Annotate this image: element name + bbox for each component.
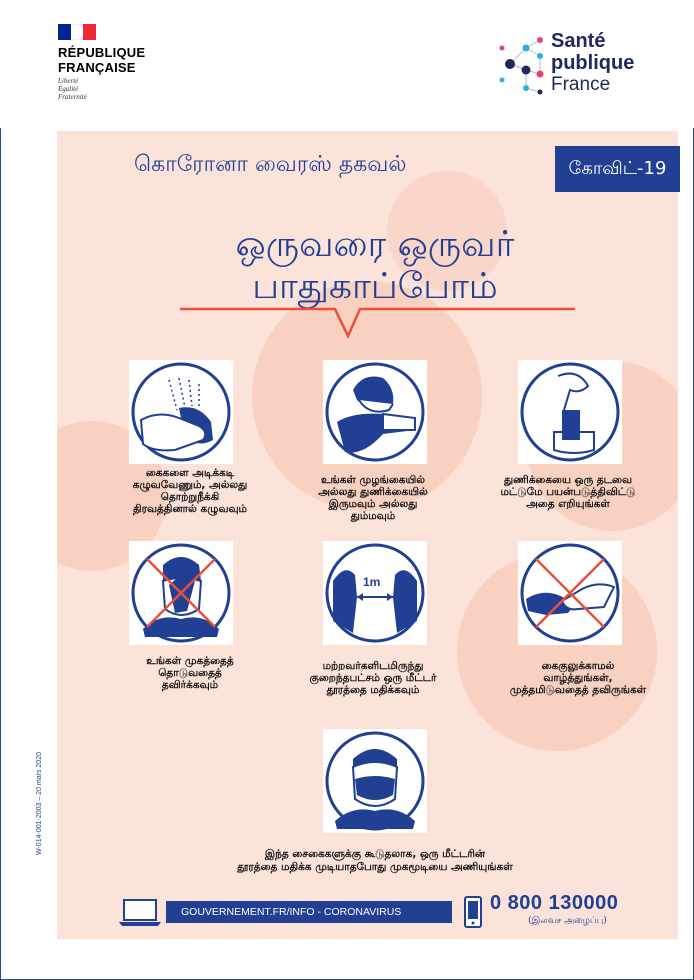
mask-caption: இந்த சைகைகளுக்கு கூடுதலாக, ஒரு மீட்டரின் தூரத்தை மதிக்க முடியாதபோது முகமூடியை அணியுங்கள் — [237, 848, 513, 873]
network-dots-icon — [496, 26, 556, 106]
website-bar[interactable]: GOUVERNEMENT.FR/INFO - CORONAVIRUS — [166, 901, 452, 923]
no-face-touching-icon — [129, 541, 233, 645]
caption-face-touching: உங்கள் முகத்தைத் தொடுவதைத் தவிர்க்கவும் — [146, 655, 234, 691]
distance-label: 1m — [363, 575, 381, 589]
agency-name-line2: publique — [551, 52, 635, 74]
main-title: ஒருவரை ஒருவர் பாதுகாப்போம் — [235, 224, 515, 307]
phone-icon — [464, 896, 482, 928]
republic-name: RÉPUBLIQUE FRANÇAISE — [58, 45, 146, 75]
caption-distance: மற்றவர்களிடமிருந்து குறைந்தபட்சம் ஒரு மீட்டர் தூரத்தை மதிக்கவும் — [309, 660, 437, 696]
caption-tissue: துணிக்கையை ஒரு தடவை மட்டுமே பயன்படுத்திவிட்டு அதை எறியுங்கள் — [500, 474, 636, 510]
info-title: கொரோனா வைரஸ் தகவல் — [134, 152, 407, 177]
distance-1m-icon — [323, 541, 427, 645]
agency-name-line3: France — [551, 74, 611, 95]
no-handshake-icon — [518, 541, 622, 645]
header — [0, 0, 694, 128]
laptop-icon — [118, 898, 162, 928]
republique-francaise-logo — [58, 24, 168, 101]
hand-washing-icon — [129, 360, 233, 464]
phone-note: (இலவச அழைப்பு) — [528, 916, 607, 926]
covid-badge: கோவிட்-19 — [555, 146, 680, 192]
agency-name-line1: Santé — [551, 30, 606, 52]
caption-handshake: கைகுலுக்காமல் வாழ்த்துங்கள், முத்தமிடுவதைத் தவிருங்கள் — [509, 660, 647, 696]
face-mask-icon — [323, 729, 427, 833]
sante-publique-france-logo — [496, 26, 656, 106]
republic-motto: Liberté Égalité Fraternité — [58, 77, 87, 101]
speech-bubble-underline — [180, 306, 580, 346]
caption-cough-in-elbow: உங்கள் முழங்கையில் அல்லது துணிக்கையில் இருமவும் அல்லது தும்மவும் — [318, 474, 428, 522]
cough-in-elbow-icon — [323, 360, 427, 464]
reference-code: W-014-001-2003 – 20 mars 2020 — [36, 752, 43, 855]
phone-number[interactable]: 0 800 130000 — [490, 892, 619, 914]
french-flag-icon — [58, 24, 96, 40]
tissue-box-icon — [518, 360, 622, 464]
caption-hand-washing: கைகளை அடிக்கடி கழுவவேணும், அல்லது தொற்றுநீக்கி திரவத்தினால் கழுவவும் — [132, 467, 248, 515]
